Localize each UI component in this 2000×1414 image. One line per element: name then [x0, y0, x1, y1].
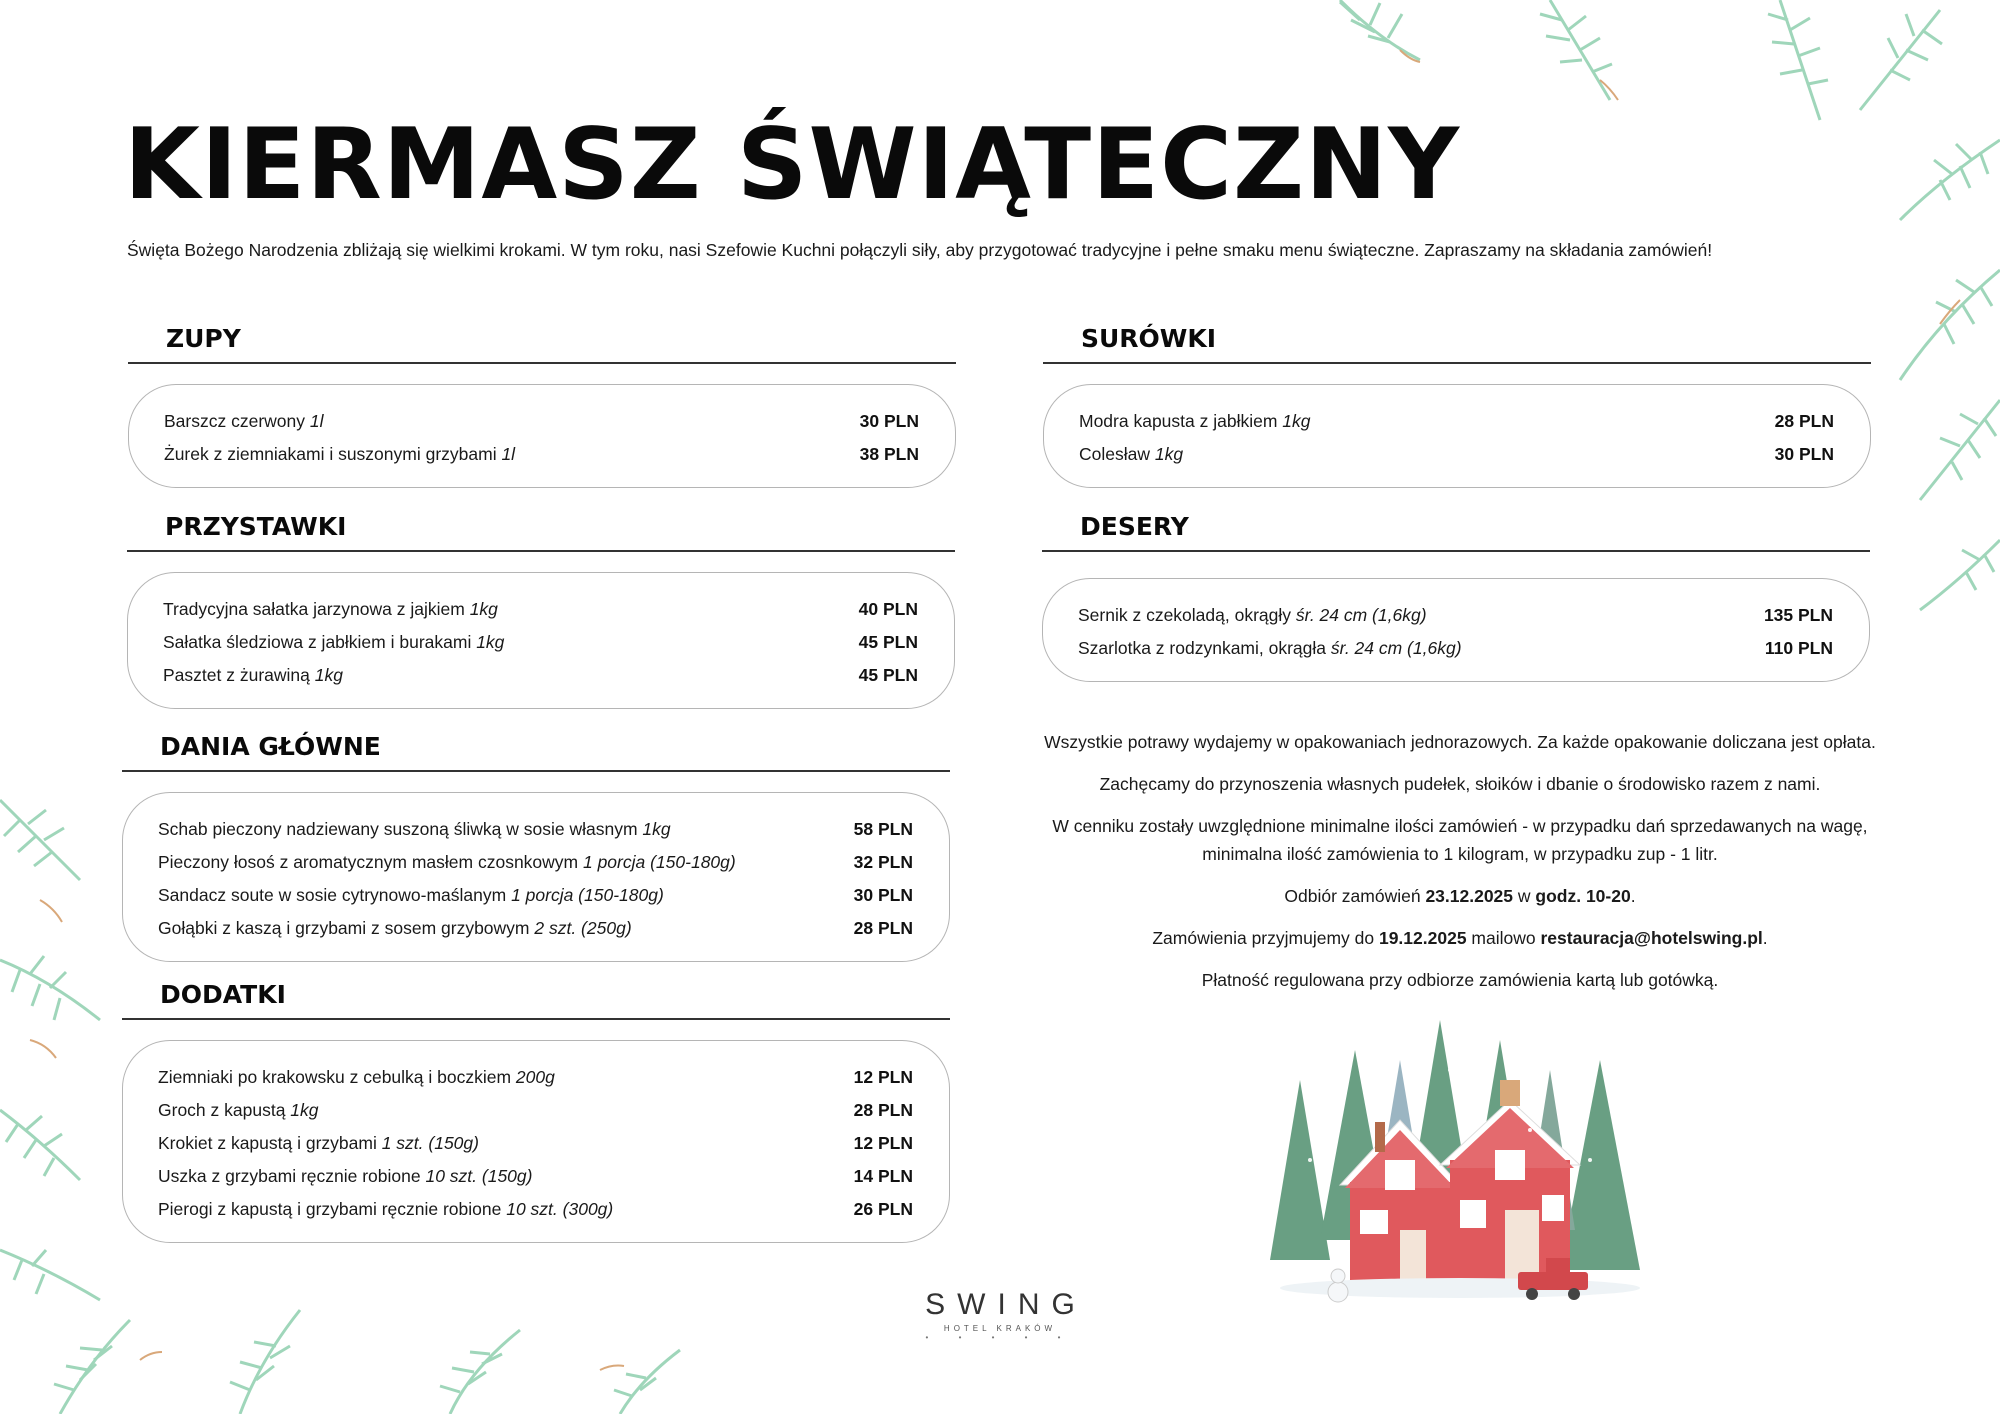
- logo-dots: • • • • •: [925, 1333, 1075, 1342]
- item-qty: 10 szt. (300g): [506, 1199, 614, 1219]
- menu-box: [128, 384, 956, 488]
- menu-item: [163, 593, 918, 626]
- item-price: 135 PLN: [1763, 605, 1833, 625]
- section-surowki: [1043, 322, 1871, 488]
- menu-item: [163, 659, 918, 692]
- menu-item: [158, 846, 913, 879]
- item-qty: 1kg: [1282, 411, 1311, 431]
- winter-houses-illustration-icon: [1250, 1010, 1670, 1310]
- item-name: Pasztet z żurawiną 1kg: [163, 665, 343, 685]
- intro-text: Święta Bożego Narodzenia zbliżają się wielkimi krokami. W tym roku, nasi Szefowie Kuchni połączyli siły, aby przygotować tradycyjne i pełne smaku menu świąteczne. Zapraszamy na składania zamówień!: [127, 240, 1713, 260]
- item-name: Pieczony łosoś z aromatycznym masłem czosnkowym 1 porcja (150-180g): [158, 852, 736, 872]
- item-name: Sałatka śledziowa z jabłkiem i burakami 1kg: [163, 632, 505, 652]
- menu-box: [122, 792, 950, 962]
- info-payment: Płatność regulowana przy odbiorze zamówienia kartą lub gotówką.: [1201, 970, 1719, 990]
- section-heading: SURÓWKI: [1043, 322, 1871, 364]
- menu-item: [158, 912, 913, 945]
- swing-hotel-logo: [900, 1288, 1100, 1342]
- item-name: Krokiet z kapustą i grzybami 1 szt. (150g): [158, 1133, 479, 1153]
- item-name: Gołąbki z kaszą i grzybami z sosem grzybowym 2 szt. (250g): [158, 918, 632, 938]
- menu-item: [158, 1127, 913, 1160]
- item-name: Tradycyjna sałatka jarzynowa z jajkiem 1kg: [163, 599, 498, 619]
- menu-item: [158, 1094, 913, 1127]
- menu-item: [158, 1160, 913, 1193]
- item-price: 28 PLN: [1774, 411, 1834, 431]
- item-name: Schab pieczony nadziewany suszoną śliwką w sosie własnym 1kg: [158, 819, 671, 839]
- item-price: 30 PLN: [859, 411, 919, 431]
- item-price: 58 PLN: [853, 819, 913, 839]
- item-name: Colesław 1kg: [1079, 444, 1184, 464]
- item-qty: 1kg: [314, 665, 343, 685]
- menu-item: [158, 813, 913, 846]
- item-qty: 1l: [309, 411, 324, 431]
- menu-item: [164, 438, 919, 471]
- info-minimum-order: W cenniku zostały uwzględnione minimalne ilości zamówień - w przypadku dań sprzedawanych na wagę, minimalna ilość zamówienia to 1 kilogram, w przypadku zup - 1 litr.: [1052, 816, 1868, 864]
- section-heading: ZUPY: [128, 322, 956, 364]
- item-price: 38 PLN: [859, 444, 919, 464]
- item-price: 110 PLN: [1764, 638, 1833, 658]
- logo-subtitle: HOTEL KRAKÓW: [943, 1324, 1057, 1333]
- menu-item: [1078, 632, 1833, 665]
- item-name: Żurek z ziemniakami i suszonymi grzybami 1l: [164, 444, 516, 464]
- menu-box: [122, 1040, 950, 1243]
- menu-item: [164, 405, 919, 438]
- item-name: Groch z kapustą 1kg: [158, 1100, 319, 1120]
- item-qty: 10 szt. (150g): [425, 1166, 533, 1186]
- pickup-date: 23.12.2025: [1425, 886, 1514, 906]
- menu-item: [158, 879, 913, 912]
- item-qty: 1kg: [476, 632, 505, 652]
- item-qty: 1kg: [469, 599, 498, 619]
- menu-item: [163, 626, 918, 659]
- item-price: 26 PLN: [853, 1199, 913, 1219]
- section-desery: [1042, 510, 1870, 682]
- item-price: 45 PLN: [858, 632, 918, 652]
- info-own-containers: Zachęcamy do przynoszenia własnych pudełek, słoików i dbanie o środowisko razem z nami.: [1099, 774, 1821, 794]
- item-name: Szarlotka z rodzynkami, okrągła śr. 24 cm (1,6kg): [1078, 638, 1462, 658]
- item-name: Modra kapusta z jabłkiem 1kg: [1079, 411, 1311, 431]
- orders-email-link[interactable]: restauracja@hotelswing.pl: [1540, 928, 1763, 948]
- section-heading: PRZYSTAWKI: [127, 510, 955, 552]
- section-zupy: [128, 322, 956, 488]
- item-price: 28 PLN: [853, 918, 913, 938]
- item-price: 30 PLN: [1774, 444, 1834, 464]
- menu-item: [1079, 405, 1834, 438]
- item-qty: 1kg: [1154, 444, 1184, 464]
- menu-box: [127, 572, 955, 709]
- item-price: 14 PLN: [853, 1166, 913, 1186]
- item-name: Sandacz soute w sosie cytrynowo-maślanym 1 porcja (150-180g): [158, 885, 664, 905]
- section-dodatki: [122, 978, 950, 1243]
- section-heading: DANIA GŁÓWNE: [122, 730, 950, 772]
- section-przystawki: [127, 510, 955, 709]
- page-title: KIERMASZ ŚWIĄTECZNY: [124, 108, 1461, 222]
- item-qty: 1 porcja (150-180g): [511, 885, 664, 905]
- info-pickup: Odbiór zamówień 23.12.2025 w godz. 10-20.: [1284, 886, 1636, 906]
- item-qty: 2 szt. (250g): [534, 918, 632, 938]
- item-price: 28 PLN: [853, 1100, 913, 1120]
- item-price: 45 PLN: [858, 665, 918, 685]
- menu-item: [1078, 599, 1833, 632]
- section-heading: DODATKI: [122, 978, 950, 1020]
- section-heading: DESERY: [1042, 510, 1870, 552]
- item-name: Uszka z grzybami ręcznie robione 10 szt. (150g): [158, 1166, 533, 1186]
- info-packaging: Wszystkie potrawy wydajemy w opakowaniach jednorazowych. Za każde opakowanie doliczana jest opłata.: [1044, 732, 1876, 752]
- pickup-hours: godz. 10-20: [1535, 886, 1631, 906]
- menu-box: [1043, 384, 1871, 488]
- item-qty: 1 porcja (150-180g): [582, 852, 736, 872]
- section-dania-glowne: [122, 730, 950, 962]
- logo-wordmark: SWING: [925, 1288, 1087, 1321]
- menu-box: [1042, 578, 1870, 682]
- item-qty: 1 szt. (150g): [381, 1133, 479, 1153]
- item-qty: 1kg: [290, 1100, 319, 1120]
- info-orders: Zamówienia przyjmujemy do 19.12.2025 mailowo restauracja@hotelswing.pl.: [1152, 928, 1768, 948]
- item-qty: śr. 24 cm (1,6kg): [1295, 605, 1427, 625]
- info-block: [1040, 728, 1880, 1008]
- item-price: 12 PLN: [853, 1133, 913, 1153]
- item-name: Pierogi z kapustą i grzybami ręcznie robione 10 szt. (300g): [158, 1199, 614, 1219]
- menu-item: [1079, 438, 1834, 471]
- menu-item: [158, 1193, 913, 1226]
- item-name: Sernik z czekoladą, okrągły śr. 24 cm (1,6kg): [1078, 605, 1427, 625]
- item-price: 12 PLN: [853, 1067, 913, 1087]
- item-name: Barszcz czerwony 1l: [164, 411, 324, 431]
- item-price: 30 PLN: [853, 885, 913, 905]
- item-qty: 1l: [501, 444, 516, 464]
- item-qty: 1kg: [642, 819, 671, 839]
- item-qty: śr. 24 cm (1,6kg): [1330, 638, 1462, 658]
- item-price: 40 PLN: [858, 599, 918, 619]
- orders-deadline: 19.12.2025: [1378, 928, 1467, 948]
- item-price: 32 PLN: [853, 852, 913, 872]
- item-name: Ziemniaki po krakowsku z cebulką i boczkiem 200g: [158, 1067, 555, 1087]
- menu-item: [158, 1061, 913, 1094]
- item-qty: 200g: [515, 1067, 555, 1087]
